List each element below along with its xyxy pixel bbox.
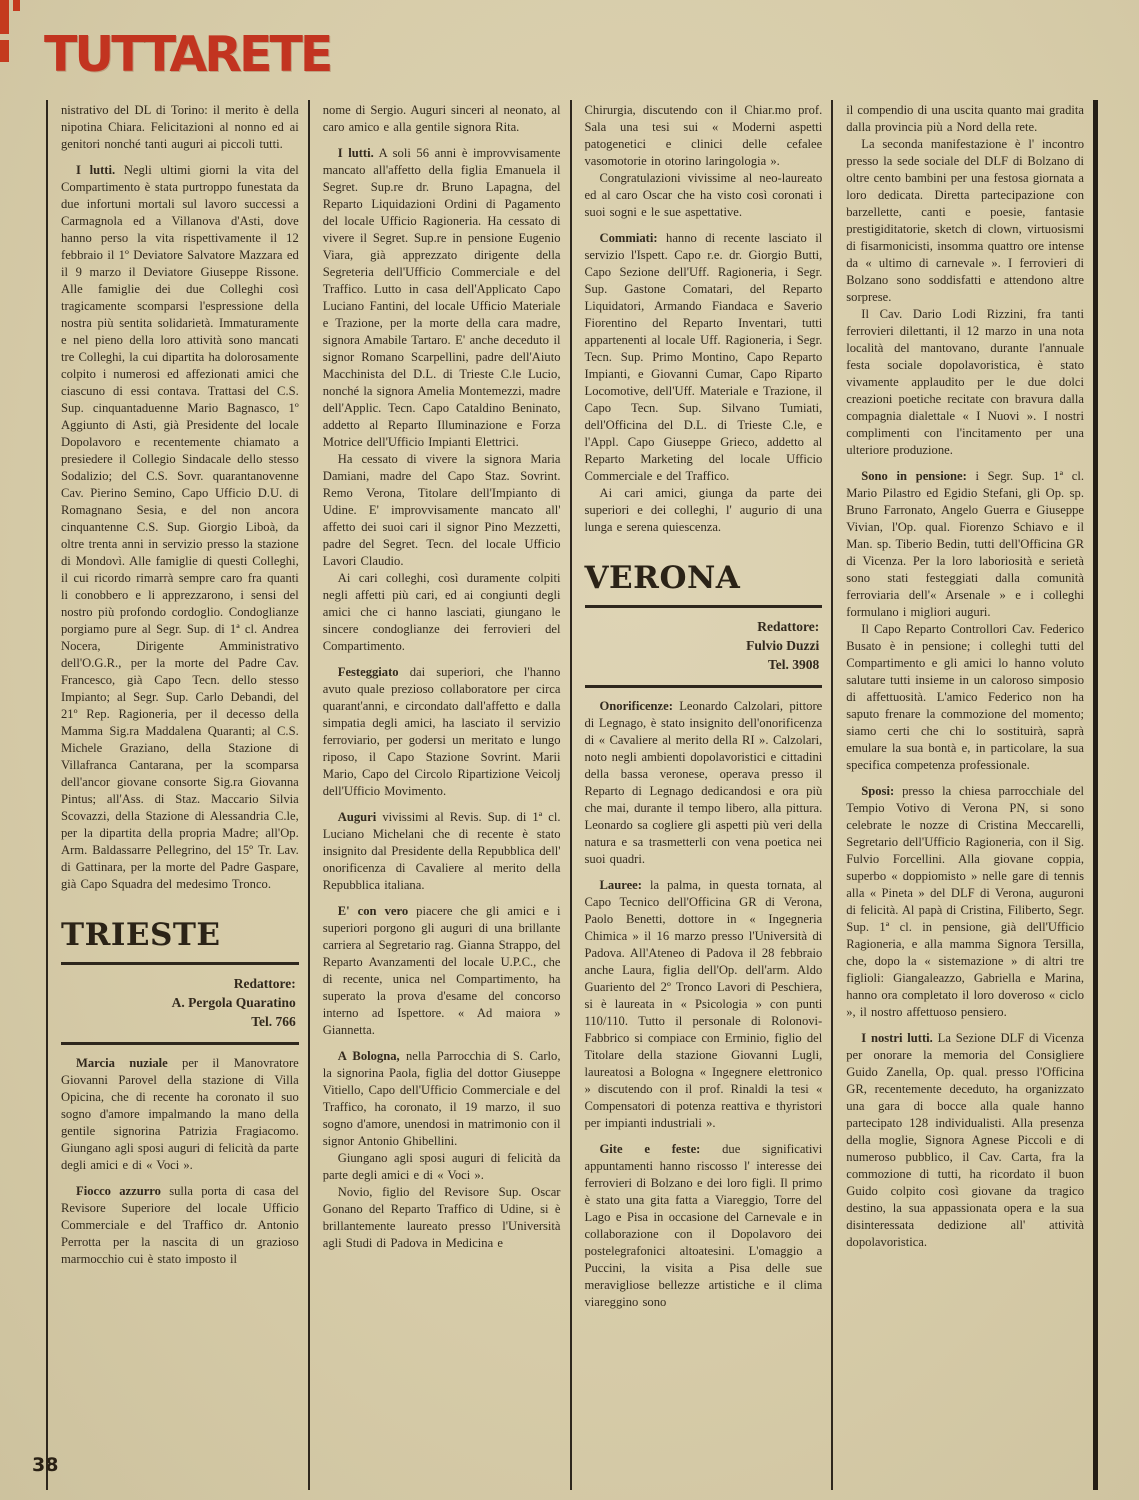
paragraph: Ai cari amici, giunga da parte dei superiori e dei colleghi, l' augurio di una lunga e serena quiescenza. — [584, 486, 823, 534]
paragraph-lead: Sposi: — [861, 784, 895, 798]
paragraph: Giungano agli sposi auguri di felicità da parte degli amici e di « Voci ». — [322, 1151, 561, 1182]
paragraph-lead: Commiati: — [599, 231, 658, 245]
paragraph-lead: Marcia nuziale — [76, 1056, 168, 1070]
paragraph: Commiati: hanno di recente lasciato il servizio l'Ispett. Capo r.e. dr. Giorgio Butti, Capo Sezione dell'Uff. Ragioneria, i Segr. Sup. Gastone Comatari, del Reparto Liquidatori, Armando Fiandaca e Saverio Fiorentino del Reparto Inventari, tutti appartenenti al locale Uff. Ragioneria, i Segr. Tecn. Sup. Primo Montino, Capo Reparto Impianti, e Giovanni Cumar, Capo Riparto Locomotive, dell'Uff. Materiale e Trazione, il Capo Tecn. Sup. Silvano Tumiati, dell'Officina del D.L. di Trieste C.le, e l'Appl. Capo Giuseppe Grieco, addetto al Reparto Marketing del locale Ufficio Commerciale e del Traffico. — [584, 231, 823, 483]
paragraph-lead: I lutti. — [76, 163, 116, 177]
editor-name: Fulvio Duzzi — [746, 638, 820, 653]
paragraph: Ha cessato di vivere la signora Maria Damiani, madre del Capo Staz. Sovrint. Remo Verona, Titolare dell'Impianto di Udine. E' improvvisamente mancato all' affetto dei suoi cari il signor Pino Mezzetti, padre del Segret. Tecn. del locale Ufficio Lavori Claudio. — [322, 452, 561, 568]
paragraph: I nostri lutti. La Sezione DLF di Vicenza per onorare la memoria del Consigliere Guido Zanella, Op. qual. presso l'Officina GR, recentemente deceduto, ha organizzato una gara di bocce alla quale hanno partecipato 128 individualisti. Alla presenza della moglie, Signora Agnese Piccoli e di numeroso pubblico, il Cav. Carta, fra la commozione di tutti, ha ricordato il buon Guido colpito così giovane da tragico destino, la sua appassionata opera e la sua disinteressata dedizione all' attività dopolavoristica. — [846, 1031, 1084, 1249]
paragraph: I lutti. A soli 56 anni è improvvisamente mancato all'affetto della figlia Emanuela il Segret. Sup.re dr. Bruno Lapagna, del Reparto Liquidazioni Ordini di Pagamento del locale Ufficio Ragioneria. Ha cessato di vivere il Segret. Sup.re in pensione Eugenio Viara, già apprezzato dirigente della Segreteria dell'Ufficio Commerciale e del Traffico. Lutto in casa dell'Applicato Capo Luciano Fantini, del locale Ufficio Materiale e Trazione, per la morte della cara madre, signora Amabile Tartaro. E' anche deceduto il signor Romano Scarpellini, padre dell'Aiuto Macchinista del D.L. di Trieste C.le Lucio, nonché la signora Amelia Montemezzi, madre dell'Applic. Tecn. Capo Cataldino Beninato, addetto al Reparto Illuminazione e Forza Motrice dell'Ufficio Impianti Elettrici. — [322, 146, 561, 449]
column-3 — [570, 100, 832, 1490]
red-registration-mark — [13, 0, 20, 11]
paragraph-lead: Lauree: — [599, 878, 642, 892]
paragraph: Congratulazioni vivissime al neo-laureato ed al caro Oscar che ha visto così coronati i suoi sogni e le sue aspettative. — [584, 171, 823, 219]
paragraph: E' con vero piacere che gli amici e i superiori porgono gli auguri di una brillante carriera al Segretario rag. Gianna Strappo, del Reparto Avanzamenti del locale U.P.C., che di recente, unica nel Compartimento, ha superato la prova d'esame del concorso interno ad Ispettore. « Ad maiora » Giannetta. — [322, 904, 561, 1037]
paragraph: A Bologna, nella Parrocchia di S. Carlo, la signorina Paola, figlia del dottor Giuseppe Vitiello, Capo dell'Ufficio Commerciale e del Traffico, ha coronato, il 19 marzo, il suo sogno d'amore, unendosi in matrimonio con il signor Antonio Ghibellini. — [322, 1049, 561, 1148]
column-4 — [831, 100, 1098, 1490]
paragraph: Il Cav. Dario Lodi Rizzini, fra tanti ferrovieri dilettanti, il 12 marzo in una nota località del mantovano, durante l'annuale festa sociale dopolavoristica, è stato vivamente applaudito per le due dolci creazioni poetiche recitate con bravura dalla compagnia dialettale « I Nuovi ». I nostri complimenti con l'incitamento per una ulteriore produzione. — [846, 307, 1084, 457]
paragraph: Auguri vivissimi al Revis. Sup. di 1ª cl. Luciano Michelani che di recente è stato insignito dal Presidente della Repubblica dell' onorificenza di Cavaliere al merito della Repubblica italiana. — [322, 810, 561, 892]
paragraph: Chirurgia, discutendo con il Chiar.mo prof. Sala una tesi sui « Moderni aspetti patogenetici e clinici delle cefalee vasomotorie in otorino laringologia ». — [584, 103, 823, 168]
page-number: 38 — [32, 1454, 59, 1476]
editor-name: A. Pergola Quaratino — [171, 995, 296, 1010]
divider-rule — [585, 685, 823, 688]
editor-label: Redattore: — [757, 619, 820, 634]
section-header-verona — [585, 560, 823, 688]
paragraph: La seconda manifestazione è l' incontro presso la sede sociale del DLF di Bolzano di oltre cento bambini per una festosa giornata a loro dedicata. Diretta partecipazione con barzellette, canti e poesie, fantasie prestigiditatorie, sketch di clown, virtuosismi di fisarmonicisti, insomma quattro ore intense da « ultimo di carnevale ». I ferrovieri di Bolzano sono soddisfatti e attendono altre sorprese. — [846, 137, 1084, 304]
paragraph-lead: Festeggiato — [337, 665, 399, 679]
article-columns — [46, 100, 1098, 1490]
paragraph-lead: I nostri lutti. — [861, 1031, 933, 1045]
paragraph: Sposi: presso la chiesa parrocchiale del Tempio Votivo di Verona PN, si sono celebrate le nozze di Cristina Meccarelli, Segretario dell'Ufficio Ragioneria, con il Sig. Fulvio Forcellini. Alla giovane coppia, superbo « doppiomisto » nelle gare di tennis alla « Pineta » del DLF di Verona, auguroni di felicità. Al papà di Cristina, Filiberto, Segr. Sup. 1ª cl. in pensione, già dell'Ufficio Ragioneria, e alla mamma Signora Tersilla, che, dopo la « sistemazione » di altri tre figlioli: Giangaleazzo, Gabriella e Marina, hanno ora completato il loro doveroso « ciclo », il nostro affettuoso pensiero. — [846, 784, 1084, 1019]
paragraph-lead: I lutti. — [337, 146, 374, 160]
section-title: TRIESTE — [61, 917, 221, 953]
paragraph: Fiocco azzurro sulla porta di casa del Revisore Superiore del locale Ufficio Commerciale e del Traffico dr. Antonio Perrotta per la nascita di un grazioso marmocchio cui è stato imposto il — [61, 1184, 299, 1266]
paragraph-lead: Auguri — [337, 810, 377, 824]
paragraph-lead: Gite e feste: — [599, 1142, 701, 1156]
paragraph: Il Capo Reparto Controllori Cav. Federico Busato è in pensione; i colleghi tutti del Compartimento e gli amici lo hanno voluto salutare tutti insieme in un caloroso simposio di affettuosità. L'amico Federico non ha saputo frenare la commozione del momento; siamo certi che chi lo sostituirà, saprà emulare la sua bontà e, in particolare, la sua specifica competenza professionale. — [846, 622, 1084, 772]
editor-telephone: Tel. 766 — [251, 1014, 296, 1029]
editor-block — [61, 965, 299, 1042]
paragraph: I lutti. Negli ultimi giorni la vita del Compartimento è stata purtroppo funestata da due infortuni mortali sul lavoro successi a Carmagnola ed a Villanova d'Asti, dove hanno perso la vita rispettivamente il 12 febbraio il 1º Deviatore Salvatore Mazzara ed il 9 marzo il Deviatore Giuseppe Rissone. Alle famiglie dei due Colleghi così tragicamente scomparsi l'espressione della nostra più sentita solidarietà. Immaturamente e nel pieno della loro attività sono mancati tre Colleghi, la cui dipartita ha dolorosamente colpito i numerosi ed affezionati amici che ciascuno di essi contava. Trattasi del C.S. Sup. cinquantaduenne Mario Bagnasco, 1º Aggiunto di Asti, già Presidente del locale Dopolavoro e recentemente chiamato a presiedere il Collegio Sindacale dello stesso Sodalizio; del C.S. Sovr. quarantanovenne Cav. Pierino Semino, Capo Ufficio D.U. di Romagnano Sesia, e del non ancora cinquantenne C.S. Sup. Giorgio Liboà, da oltre trenta anni in servizio presso la stazione di Mondovì. Alle famiglie di questi Colleghi, il cui ricordo rimarrà sempre caro fra quanti li conobbero e li apprezzarono, i sensi del nostro più profondo cordoglio. Condoglianze porgiamo pure al Segr. Sup. di 1ª cl. Andrea Nocera, Dirigente Amministrativo dell'O.G.R., per la morte del Padre Cav. Francesco, già Capo Tecn. dello stesso Impianto; al Segr. Sup. Carlo Debandi, del 21º Rep. Ragioneria, per il decesso della Mamma Sig.ra Maddalena Quaranti; al C.S. Michele Graziano, della Stazione di Villafranca Cantarana, per la scomparsa dell'ancor giovane consorte Sig.ra Giovanna Pintus; all'Ass. di Staz. Maccario Silvia Scovazzi, della Stazione di Alessandria C.le, per la dipartita della propria Madre; all'Op. Arm. Baldassarre Pellegrino, del 15º Tr. Lav. di Gattinara, per la morte del Padre Gaspare, già Capo Squadra del medesimo Tronco. — [61, 163, 299, 891]
column-2 — [308, 100, 570, 1490]
paragraph-lead: E' con vero — [337, 904, 409, 918]
editor-telephone: Tel. 3908 — [767, 657, 820, 672]
paragraph: il compendio di una uscita quanto mai gradita dalla provincia più a Nord della rete. — [846, 103, 1084, 134]
paragraph: Gite e feste: due significativi appuntamenti hanno riscosso l' interesse dei ferrovieri di Bolzano e dei loro figli. Il primo è stato una gita fatta a Viareggio, Torre del Lago e Pisa in occasione del Carnevale e in collaborazione con il Dopolavoro dei postelegrafonici altoatesini. L'omaggio a Puccini, la visita a Pisa delle sue meravigliose bellezze artistiche e il clima viareggino sono — [584, 1142, 823, 1309]
editor-block — [585, 608, 823, 685]
section-header-trieste — [61, 917, 299, 1045]
paragraph: Onorificenze: Leonardo Calzolari, pittore di Legnago, è stato insignito dell'onorificenza di « Cavaliere al merito della RI ». Calzolari, noto negli ambienti dopolavoristici e cittadini della bassa veronese, operava presso il Reparto di Legnago dedicandosi e ora più che mai, durante il tempo libero, alla pittura. Leonardo sa cogliere gli aspetti più veri della natura e sa trasmetterli con vena poetica nei suoi quadri. — [584, 699, 823, 866]
paragraph-lead: Sono in pensione: — [861, 469, 967, 483]
paragraph: Lauree: la palma, in questa tornata, al Capo Tecnico dell'Officina GR di Verona, Paolo Benetti, dottore in « Ingegneria Chimica » il 16 marzo presso l'Università di Padova. All'Ateneo di Padova il 28 febbraio anche Laura, figlia dell'Op. dell'arm. Aldo Guariento del 2º Tronco Lavori di Peschiera, si è laureata in « Psicologia » con punti 110/110. Tutto il personale di Rolonovi-Fabbrico si compiace con Erminio, figlio del Titolare della stazione Giovanni Lugli, laureatosi a Bologna « Ingegnere elettronico » discutendo con il prof. Rinaldi la tesi « Compensatori di potenza reattiva e thyristori per impianti industriali ». — [584, 878, 823, 1130]
paragraph: Novio, figlio del Revisore Sup. Oscar Gonano del Reparto Traffico di Udine, si è brillantemente laureato presso l'Università agli Studi di Padova in Medicina e — [322, 1185, 561, 1250]
paragraph: Festeggiato dai superiori, che l'hanno avuto quale prezioso collaboratore per circa quarant'anni, e circondato dall'affetto e dalla simpatia degli amici, ha lasciato il servizio ferroviario, per godersi un meritato e lungo riposo, il Capo Stazione Sovrint. Marii Mario, Capo del Circolo Ripartizione Veicolj dell'Ufficio Movimento. — [322, 665, 561, 798]
red-registration-mark — [0, 40, 9, 62]
paragraph: Ai cari colleghi, così duramente colpiti negli affetti più cari, ed ai congiunti degli amici che ci hanno lasciati, giungano le sincere condoglianze dei ferrovieri del Compartimento. — [322, 571, 561, 653]
paragraph-lead: Fiocco azzurro — [76, 1184, 161, 1198]
editor-label: Redattore: — [233, 976, 296, 991]
paragraph: nome di Sergio. Auguri sinceri al neonato, al caro amico e alla gentile signora Rita. — [322, 103, 561, 134]
divider-rule — [61, 1042, 299, 1045]
red-registration-mark — [0, 0, 9, 34]
section-title: VERONA — [584, 560, 741, 596]
paragraph: nistrativo del DL di Torino: il merito è della nipotina Chiara. Felicitazioni al nonno ed ai genitori nonché tanti auguri ai piccoli tutti. — [61, 103, 299, 151]
paragraph-lead: A Bologna, — [337, 1049, 400, 1063]
paragraph: Sono in pensione: i Segr. Sup. 1ª cl. Mario Pilastro ed Egidio Stefani, gli Op. sp. Bruno Farronato, Angelo Guerra e Giuseppe Vivian, l'Op. qual. Fiorenzo Schiavo e il Man. sp. Tiberio Bedin, tutti dell'Officina GR di Vicenza. Per la loro laboriosità e serietà sono stati festeggiati dalla comunità ferroviaria dell'« Arsenale » e i colleghi formulano i migliori auguri. — [846, 469, 1084, 619]
column-1 — [46, 100, 308, 1490]
paragraph-lead: Onorificenze: — [599, 699, 673, 713]
paragraph: Marcia nuziale per il Manovratore Giovanni Parovel della stazione di Villa Opicina, che di recente ha coronato il suo sogno d'amore impalmando la mano della gentile signorina Patrizia Fragiacomo. Giungano agli sposi auguri di felicità da parte degli amici e di « Voci ». — [61, 1056, 299, 1172]
magazine-section-logo: TUTTARETE — [44, 26, 331, 83]
